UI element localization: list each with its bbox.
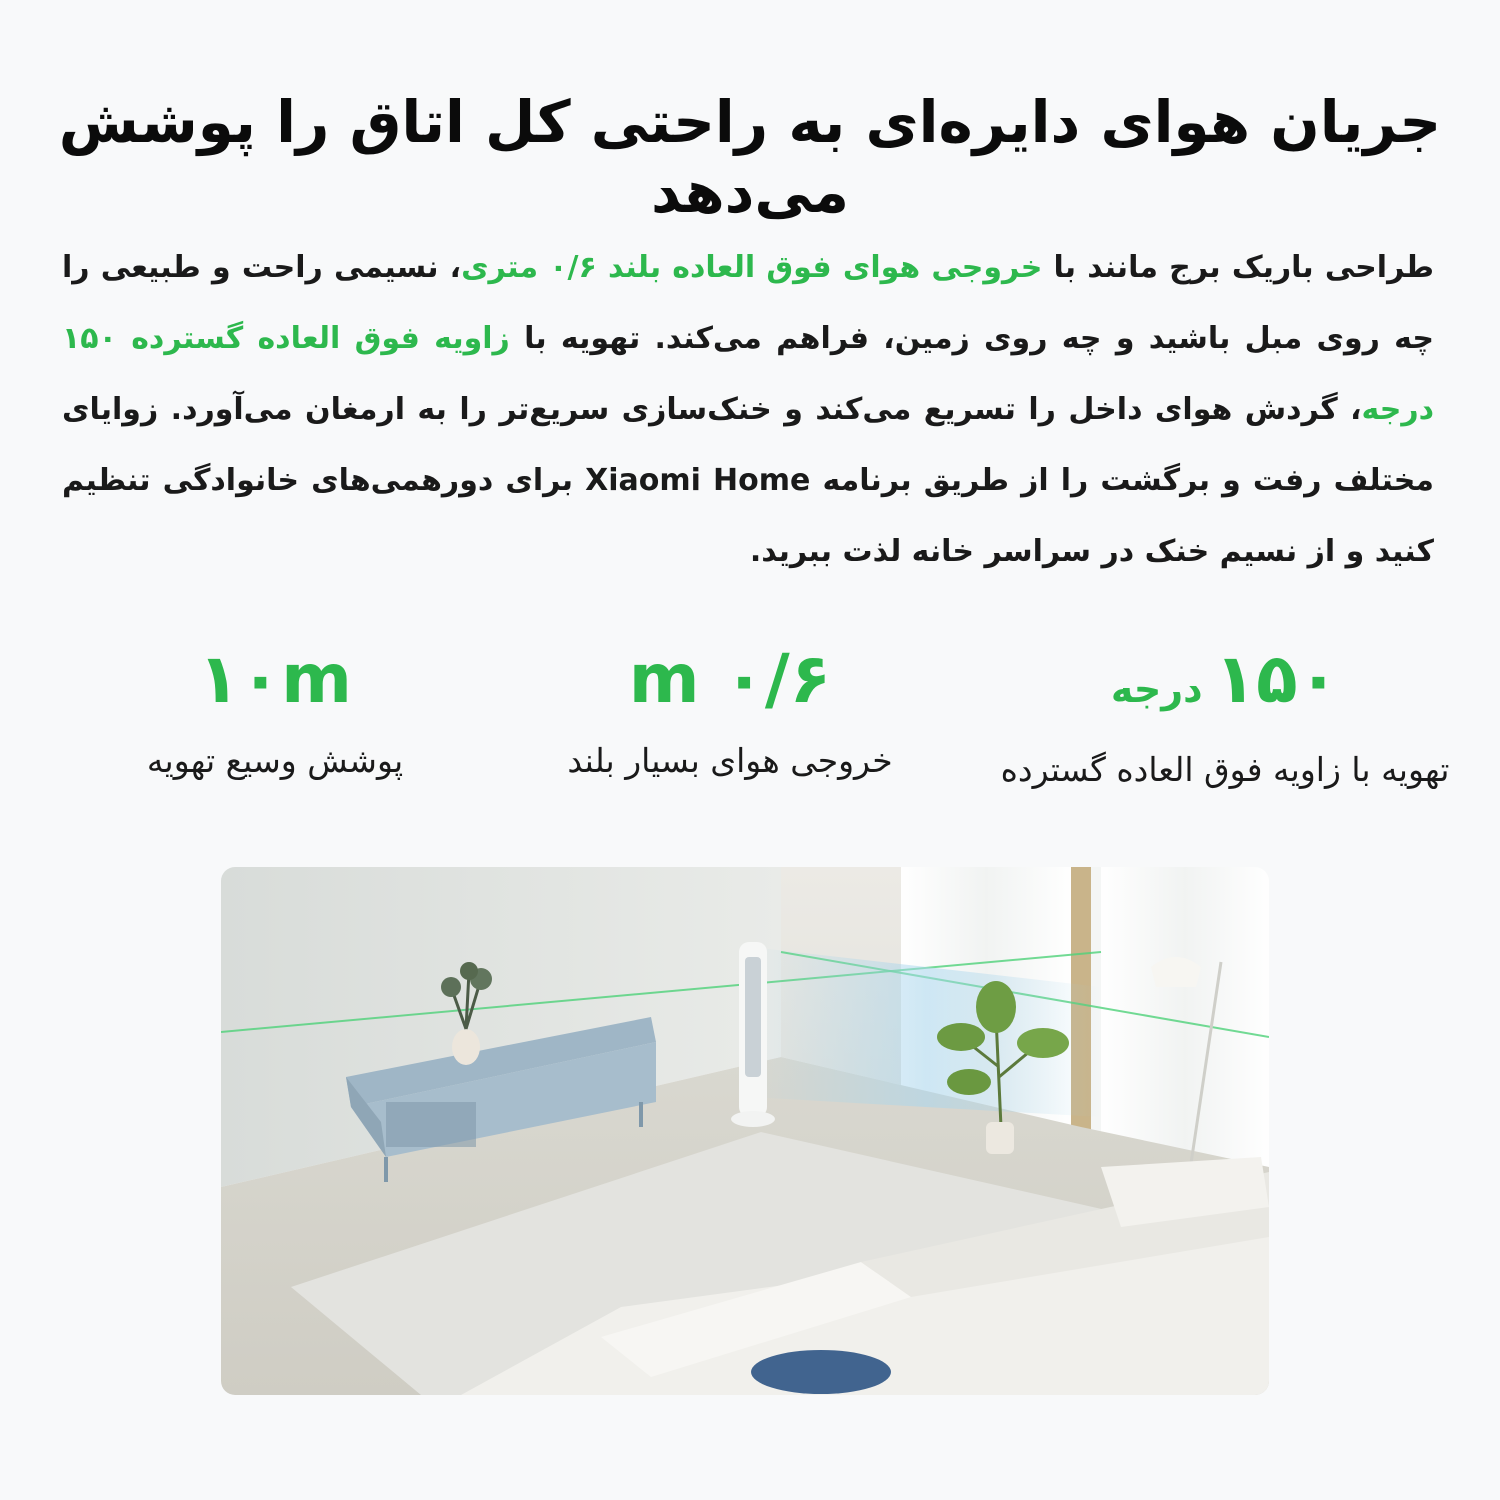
highlight-air-outlet: خروجی هوای فوق العاده بلند ۰/۶ متری — [461, 250, 1043, 285]
stats-row — [0, 630, 1500, 800]
living-room-photo — [221, 867, 1269, 1395]
description-text: ، نسیمی راحت و طبیعی را چه روی مبل باشید و چه روی زمین، فراهم می‌کند. تهویه با — [62, 250, 1434, 356]
stat-air-outlet — [545, 630, 915, 786]
highlight-angle: زاویه فوق العاده گسترده ۱۵۰ درجه — [62, 321, 1434, 427]
stat-caption: پوشش وسیع تهویه — [146, 741, 404, 780]
stat-value: ۰/۶ m — [628, 640, 832, 719]
stat-value: ۱۰m — [198, 640, 352, 719]
stat-number: ۱۵۰ — [1214, 640, 1340, 719]
stat-unit: درجه — [1110, 667, 1203, 711]
description-text: طراحی باریک برج مانند با — [1042, 250, 1435, 285]
stat-coverage — [120, 630, 430, 786]
description-paragraph — [62, 232, 1434, 587]
stat-angle — [995, 630, 1455, 795]
description-text: ، گردش هوای داخل را تسریع می‌کند و خنک‌سازی سریع‌تر را به ارمغان می‌آورد. زوایای مختلف رفت و برگشت را از طریق برنامه Xiaomi Home برای دورهمی‌های خانوادگی تنظیم کنید و از نسیم خنک در سراسر خانه لذت ببرید. — [62, 392, 1434, 569]
page-title: جریان هوای دایره‌ای به راحتی کل اتاق را پوشش می‌دهد — [58, 88, 1442, 226]
stat-value — [995, 630, 1455, 739]
stat-caption: تهویه با زاویه فوق العاده گسترده — [1000, 750, 1450, 789]
stat-caption: خروجی هوای بسیار بلند — [567, 741, 893, 780]
